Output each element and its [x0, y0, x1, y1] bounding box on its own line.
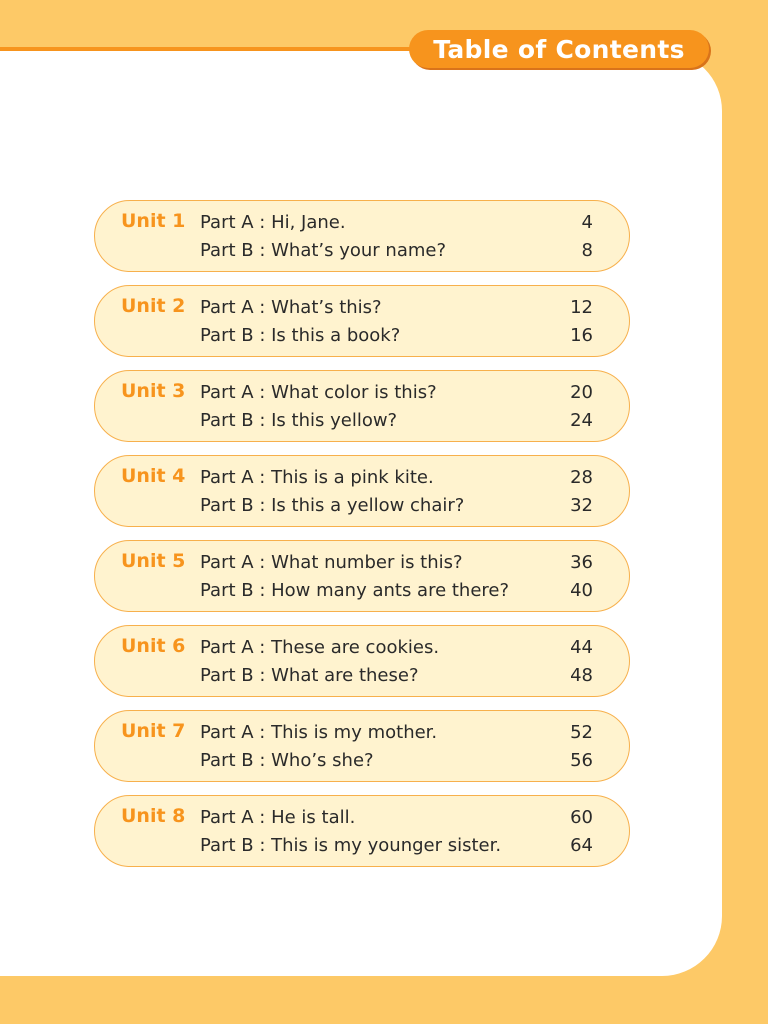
unit-entry-4[interactable]	[94, 455, 630, 527]
part-a-page: 44	[570, 637, 593, 658]
unit-label: Unit 7	[121, 720, 186, 742]
part-b-title: Part B : This is my younger sister.	[200, 835, 502, 856]
unit-entry-6[interactable]	[94, 625, 630, 697]
part-a-page: 4	[581, 212, 593, 233]
part-a-title: Part A : Hi, Jane.	[200, 212, 346, 233]
part-b-page: 64	[570, 835, 593, 856]
part-b-title: Part B : Is this yellow?	[200, 410, 398, 431]
unit-label: Unit 1	[121, 210, 186, 232]
part-a-page: 60	[570, 807, 593, 828]
part-a-page: 52	[570, 722, 593, 743]
unit-entry-8[interactable]	[94, 795, 630, 867]
unit-entry-5[interactable]	[94, 540, 630, 612]
part-a-title: Part A : What’s this?	[200, 297, 382, 318]
part-b-title: Part B : What’s your name?	[200, 240, 447, 261]
unit-entry-7[interactable]	[94, 710, 630, 782]
part-a-title: Part A : What color is this?	[200, 382, 437, 403]
part-b-title: Part B : How many ants are there?	[200, 580, 510, 601]
part-a-title: Part A : He is tall.	[200, 807, 356, 828]
part-a-page: 36	[570, 552, 593, 573]
part-b-page: 24	[570, 410, 593, 431]
unit-label: Unit 3	[121, 380, 186, 402]
unit-label: Unit 2	[121, 295, 186, 317]
part-b-title: Part B : What are these?	[200, 665, 419, 686]
part-b-page: 56	[570, 750, 593, 771]
unit-label: Unit 4	[121, 465, 186, 487]
part-a-title: Part A : What number is this?	[200, 552, 463, 573]
part-a-page: 28	[570, 467, 593, 488]
part-b-page: 48	[570, 665, 593, 686]
part-a-page: 12	[570, 297, 593, 318]
unit-label: Unit 8	[121, 805, 186, 827]
part-b-page: 8	[581, 240, 593, 261]
part-a-page: 20	[570, 382, 593, 403]
part-b-title: Part B : Is this a yellow chair?	[200, 495, 465, 516]
part-b-page: 16	[570, 325, 593, 346]
unit-entry-1[interactable]	[94, 200, 630, 272]
contents-list	[94, 200, 630, 880]
part-a-title: Part A : This is a pink kite.	[200, 467, 434, 488]
part-b-page: 40	[570, 580, 593, 601]
unit-label: Unit 6	[121, 635, 186, 657]
part-a-title: Part A : This is my mother.	[200, 722, 438, 743]
part-b-page: 32	[570, 495, 593, 516]
unit-entry-3[interactable]	[94, 370, 630, 442]
unit-entry-2[interactable]	[94, 285, 630, 357]
part-b-title: Part B : Who’s she?	[200, 750, 374, 771]
unit-label: Unit 5	[121, 550, 186, 572]
title-tab	[409, 30, 709, 68]
part-b-title: Part B : Is this a book?	[200, 325, 401, 346]
part-a-title: Part A : These are cookies.	[200, 637, 440, 658]
page-title: Table of Contents	[433, 34, 685, 64]
